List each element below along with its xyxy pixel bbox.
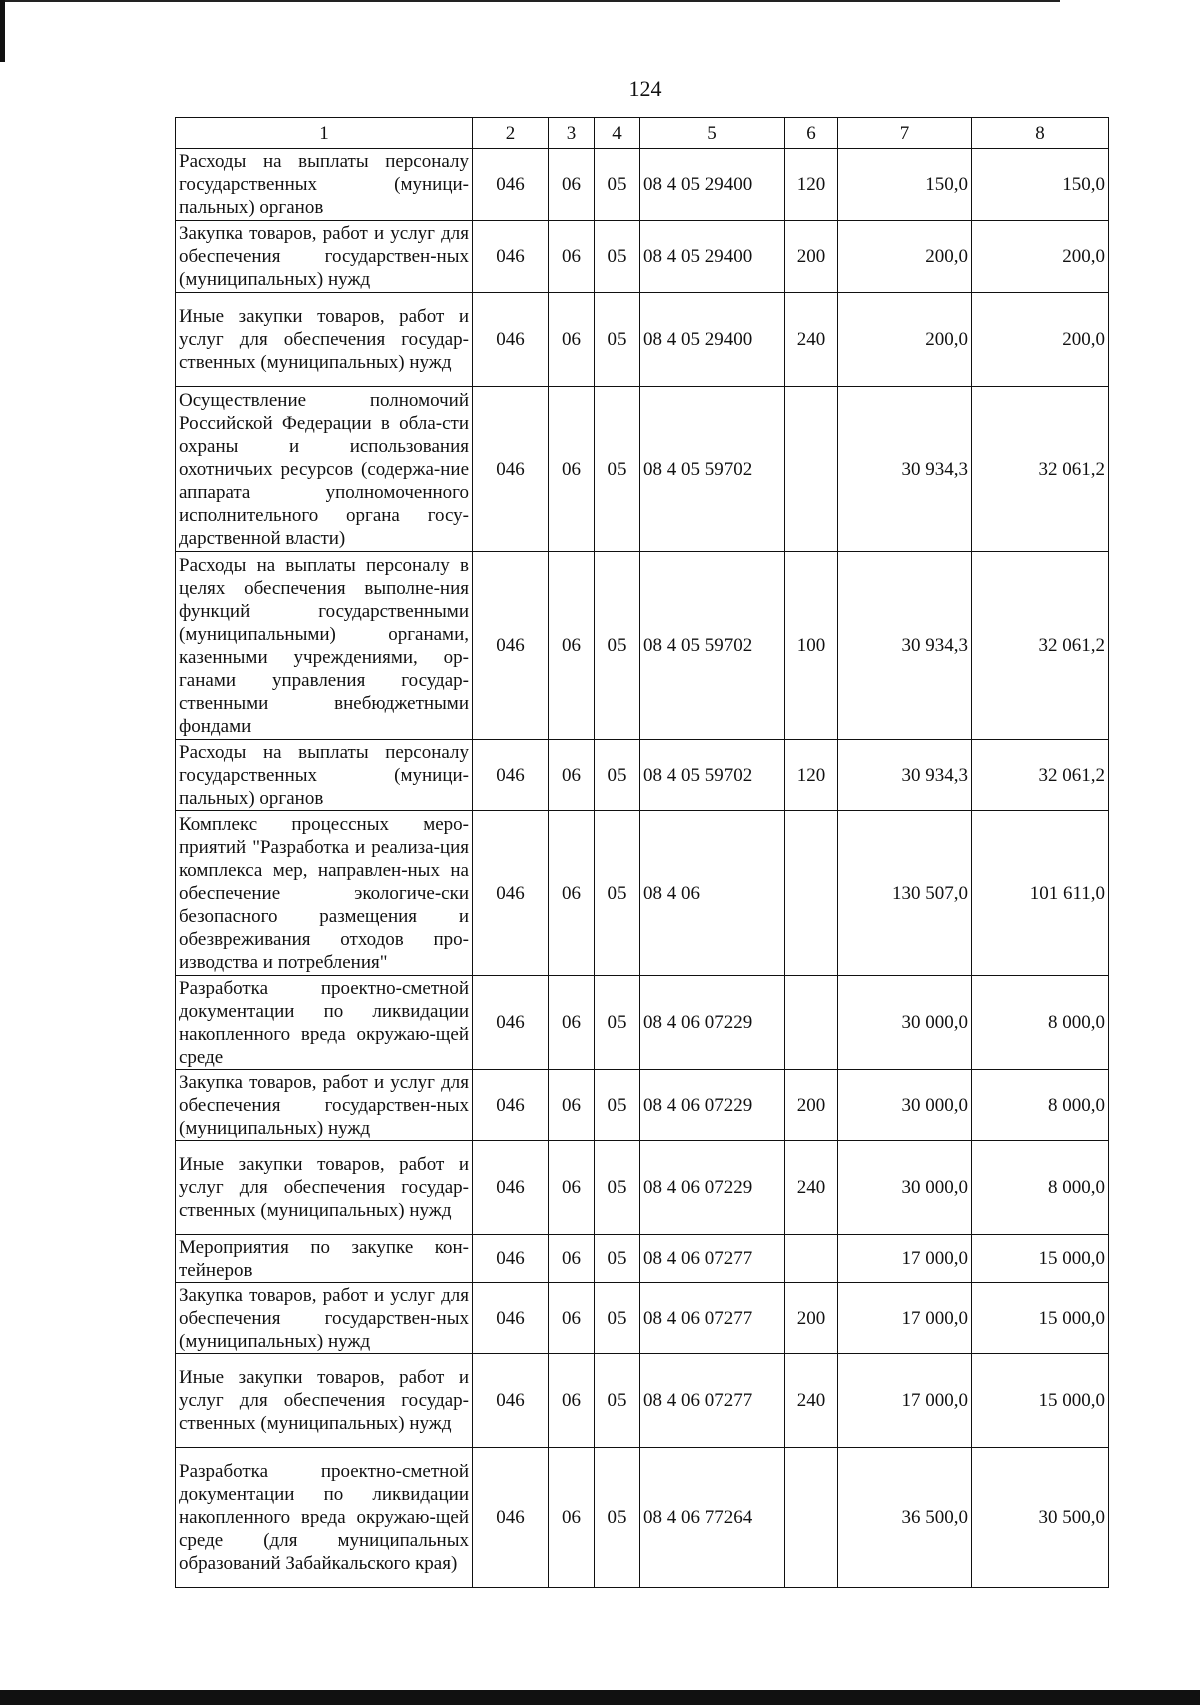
row-rz: 06 (549, 387, 595, 552)
row-sum-1: 17 000,0 (838, 1235, 972, 1283)
row-rz: 06 (549, 811, 595, 976)
row-grbs: 046 (473, 1283, 549, 1354)
row-sum-2: 32 061,2 (972, 387, 1109, 552)
row-rz: 06 (549, 1235, 595, 1283)
row-name: Закупка товаров, работ и услуг для обеспечения государствен-ных (муниципальных) нужд (176, 1283, 473, 1354)
row-rz: 06 (549, 1354, 595, 1448)
row-csr: 08 4 06 07277 (640, 1235, 785, 1283)
row-pr: 05 (595, 293, 640, 387)
row-vr: 120 (785, 740, 838, 811)
row-rz: 06 (549, 1070, 595, 1141)
column-header: 7 (838, 118, 972, 149)
row-sum-1: 17 000,0 (838, 1283, 972, 1354)
scan-left-edge (0, 0, 5, 62)
row-vr (785, 976, 838, 1070)
row-name: Разработка проектно-сметной документации по ликвидации накопленного вреда окружаю-щей среде (176, 976, 473, 1070)
row-rz: 06 (549, 1283, 595, 1354)
column-header: 2 (473, 118, 549, 149)
table-row (176, 1141, 1109, 1235)
row-csr: 08 4 06 77264 (640, 1448, 785, 1588)
column-header: 8 (972, 118, 1109, 149)
row-grbs: 046 (473, 1354, 549, 1448)
row-sum-2: 101 611,0 (972, 811, 1109, 976)
row-vr (785, 1235, 838, 1283)
row-sum-2: 200,0 (972, 221, 1109, 293)
row-rz: 06 (549, 976, 595, 1070)
row-sum-1: 200,0 (838, 221, 972, 293)
row-sum-2: 15 000,0 (972, 1283, 1109, 1354)
row-sum-2: 8 000,0 (972, 1070, 1109, 1141)
row-csr: 08 4 06 07277 (640, 1354, 785, 1448)
row-pr: 05 (595, 1283, 640, 1354)
row-pr: 05 (595, 1070, 640, 1141)
row-sum-1: 36 500,0 (838, 1448, 972, 1588)
table-row (176, 149, 1109, 221)
table-row (176, 293, 1109, 387)
row-sum-1: 30 000,0 (838, 1070, 972, 1141)
column-header: 5 (640, 118, 785, 149)
row-pr: 05 (595, 740, 640, 811)
row-rz: 06 (549, 221, 595, 293)
row-name: Осуществление полномочий Российской Федерации в обла-сти охраны и использования охотничьих ресурсов (содержа-ние аппарата уполномоченного исполнительного органа госу-дарственной власти) (176, 387, 473, 552)
row-vr (785, 1448, 838, 1588)
row-vr: 200 (785, 1283, 838, 1354)
row-name: Расходы на выплаты персоналу государственных (муници-пальных) органов (176, 149, 473, 221)
row-grbs: 046 (473, 811, 549, 976)
row-csr: 08 4 06 07229 (640, 1070, 785, 1141)
row-sum-1: 30 934,3 (838, 387, 972, 552)
row-grbs: 046 (473, 293, 549, 387)
row-csr: 08 4 05 59702 (640, 740, 785, 811)
row-sum-1: 30 000,0 (838, 976, 972, 1070)
column-header: 3 (549, 118, 595, 149)
row-grbs: 046 (473, 1235, 549, 1283)
table-row (176, 811, 1109, 976)
row-name: Мероприятия по закупке кон-тейнеров (176, 1235, 473, 1283)
table-row (176, 740, 1109, 811)
row-name: Расходы на выплаты персоналу в целях обеспечения выполне-ния функций государственными (муниципальными) органами, казенными учреждениями, ор-ганами управления государ-ственными внебюджетными фондами (176, 552, 473, 740)
table-row (176, 1070, 1109, 1141)
row-grbs: 046 (473, 387, 549, 552)
table-row (176, 1235, 1109, 1283)
row-pr: 05 (595, 149, 640, 221)
page-number: 124 (628, 76, 662, 101)
row-sum-2: 32 061,2 (972, 740, 1109, 811)
row-sum-1: 200,0 (838, 293, 972, 387)
column-header: 4 (595, 118, 640, 149)
row-sum-2: 8 000,0 (972, 1141, 1109, 1235)
row-vr: 240 (785, 293, 838, 387)
row-rz: 06 (549, 149, 595, 221)
row-rz: 06 (549, 740, 595, 811)
table-header-row (176, 118, 1109, 149)
row-csr: 08 4 05 59702 (640, 552, 785, 740)
row-sum-2: 15 000,0 (972, 1354, 1109, 1448)
row-sum-1: 130 507,0 (838, 811, 972, 976)
row-sum-2: 15 000,0 (972, 1235, 1109, 1283)
row-grbs: 046 (473, 740, 549, 811)
row-vr: 240 (785, 1354, 838, 1448)
row-pr: 05 (595, 1235, 640, 1283)
row-pr: 05 (595, 552, 640, 740)
row-pr: 05 (595, 387, 640, 552)
table-row (176, 221, 1109, 293)
row-name: Комплекс процессных меро-приятий "Разработка и реализа-ция комплекса мер, направлен-ных на обеспечение экологиче-ски безопасного размещения и обезвреживания отходов про-изводства и потребления" (176, 811, 473, 976)
row-name: Иные закупки товаров, работ и услуг для обеспечения государ-ственных (муниципальных) нужд (176, 293, 473, 387)
row-sum-2: 30 500,0 (972, 1448, 1109, 1588)
row-vr: 100 (785, 552, 838, 740)
row-pr: 05 (595, 1141, 640, 1235)
row-csr: 08 4 05 29400 (640, 149, 785, 221)
row-sum-2: 200,0 (972, 293, 1109, 387)
row-pr: 05 (595, 976, 640, 1070)
row-vr (785, 811, 838, 976)
row-sum-1: 150,0 (838, 149, 972, 221)
row-sum-2: 32 061,2 (972, 552, 1109, 740)
column-header: 6 (785, 118, 838, 149)
row-sum-2: 8 000,0 (972, 976, 1109, 1070)
row-grbs: 046 (473, 552, 549, 740)
row-vr: 200 (785, 221, 838, 293)
row-rz: 06 (549, 1141, 595, 1235)
row-vr: 120 (785, 149, 838, 221)
row-rz: 06 (549, 552, 595, 740)
scan-bottom-edge (0, 1690, 1200, 1705)
column-header: 1 (176, 118, 473, 149)
table-row (176, 1283, 1109, 1354)
row-vr (785, 387, 838, 552)
row-csr: 08 4 05 29400 (640, 293, 785, 387)
row-grbs: 046 (473, 1141, 549, 1235)
row-grbs: 046 (473, 976, 549, 1070)
row-sum-2: 150,0 (972, 149, 1109, 221)
row-pr: 05 (595, 221, 640, 293)
row-grbs: 046 (473, 149, 549, 221)
row-grbs: 046 (473, 1448, 549, 1588)
row-csr: 08 4 05 59702 (640, 387, 785, 552)
row-rz: 06 (549, 1448, 595, 1588)
row-sum-1: 17 000,0 (838, 1354, 972, 1448)
row-pr: 05 (595, 1448, 640, 1588)
row-name: Иные закупки товаров, работ и услуг для обеспечения государ-ственных (муниципальных) нужд (176, 1141, 473, 1235)
row-pr: 05 (595, 1354, 640, 1448)
row-csr: 08 4 06 07229 (640, 976, 785, 1070)
row-name: Разработка проектно-сметной документации по ликвидации накопленного вреда окружаю-щей среде (для муниципальных образований Забайкальского края) (176, 1448, 473, 1588)
row-vr: 200 (785, 1070, 838, 1141)
table-row (176, 387, 1109, 552)
row-csr: 08 4 06 07277 (640, 1283, 785, 1354)
row-sum-1: 30 000,0 (838, 1141, 972, 1235)
row-pr: 05 (595, 811, 640, 976)
row-csr: 08 4 06 (640, 811, 785, 976)
row-rz: 06 (549, 293, 595, 387)
row-sum-1: 30 934,3 (838, 552, 972, 740)
row-sum-1: 30 934,3 (838, 740, 972, 811)
table-row (176, 552, 1109, 740)
row-csr: 08 4 05 29400 (640, 221, 785, 293)
row-csr: 08 4 06 07229 (640, 1141, 785, 1235)
budget-table (175, 117, 1109, 1588)
row-grbs: 046 (473, 1070, 549, 1141)
table-row (176, 1448, 1109, 1588)
row-name: Расходы на выплаты персоналу государственных (муници-пальных) органов (176, 740, 473, 811)
table-row (176, 1354, 1109, 1448)
row-name: Закупка товаров, работ и услуг для обеспечения государствен-ных (муниципальных) нужд (176, 1070, 473, 1141)
row-vr: 240 (785, 1141, 838, 1235)
row-name: Закупка товаров, работ и услуг для обеспечения государствен-ных (муниципальных) нужд (176, 221, 473, 293)
scan-top-edge (0, 0, 1060, 2)
table-row (176, 976, 1109, 1070)
row-name: Иные закупки товаров, работ и услуг для обеспечения государ-ственных (муниципальных) нужд (176, 1354, 473, 1448)
row-grbs: 046 (473, 221, 549, 293)
